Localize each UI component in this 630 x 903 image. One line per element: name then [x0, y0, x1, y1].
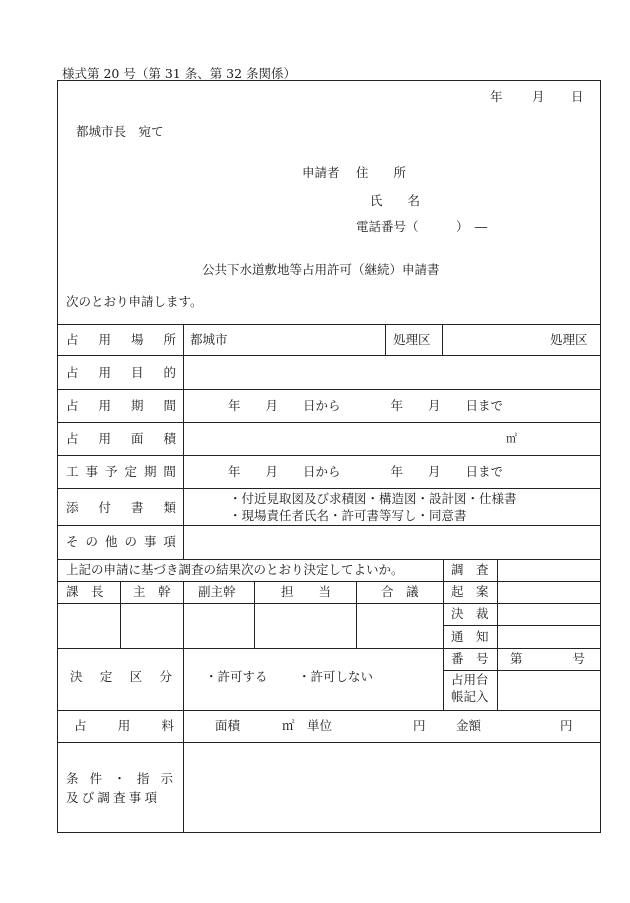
location-city: 都城市: [190, 332, 228, 347]
construction-value: 年 月 日から 年 月 日まで: [228, 464, 504, 479]
date-day: 日: [571, 89, 584, 104]
addressee: 都城市長 宛て: [76, 124, 164, 139]
section-chief-header: 課 長: [66, 584, 104, 599]
area-unit: ㎡: [506, 432, 517, 445]
applicant-address: 住 所: [356, 165, 407, 180]
approval-label: 決 裁: [451, 606, 489, 621]
fee-yen2: 円: [560, 718, 573, 733]
notice-label: 通 知: [451, 629, 489, 644]
district-suffix: 処理区: [550, 332, 588, 347]
decision-label: 決 定 区 分: [70, 669, 172, 684]
fee-label: 占 用 料: [74, 718, 174, 733]
conditions-line1: 条 件 ・ 指 示: [66, 771, 173, 786]
fee-unit: ㎡ 単位: [282, 718, 333, 733]
deny-option[interactable]: ・許可しない: [298, 669, 374, 684]
survey-label: 調 査: [451, 562, 489, 577]
period-label: 占 用 期 間: [66, 398, 176, 413]
fee-area: 面積: [215, 718, 241, 733]
number-value: 第 号: [510, 651, 586, 666]
form-title: 公共下水道敷地等占用許可（継続）申請書: [202, 262, 440, 277]
other-label: そ の 他 の 事 項: [66, 534, 176, 549]
conditions-line2: 及び調査事項: [66, 790, 161, 805]
purpose-label: 占 用 目 的: [66, 365, 176, 380]
ledger-line1: 占用台: [451, 672, 489, 687]
ledger-line2: 帳記入: [451, 689, 489, 704]
deputy-header: 副主幹: [198, 584, 236, 599]
date-month: 月: [532, 89, 545, 104]
applicant-label: 申請者: [302, 165, 340, 180]
form-number: 様式第 20 号（第 31 条、第 32 条関係）: [62, 66, 297, 81]
attachments-line1: ・付近見取図及び求積図・構造図・設計図・仕様書: [229, 491, 517, 506]
lead-text: 次のとおり申請します。: [66, 294, 203, 309]
staff-header: 担 当: [281, 584, 332, 599]
district-label: 処理区: [393, 332, 431, 347]
draft-label: 起 案: [451, 584, 489, 599]
fee-amount: 金額: [456, 718, 482, 733]
consult-header: 合 議: [381, 584, 419, 599]
period-value: 年 月 日から 年 月 日まで: [228, 398, 504, 413]
number-label: 番 号: [451, 651, 489, 666]
chief-header: 主 幹: [133, 584, 171, 599]
applicant-phone: 電話番号（ ） ―: [356, 219, 488, 234]
attachments-line2: ・現場責任者氏名・許可書等写し・同意書: [229, 508, 467, 523]
attachments-label: 添 付 書 類: [66, 500, 176, 515]
applicant-name: 氏 名: [370, 193, 421, 208]
construction-label: 工 事 予 定 期 間: [66, 464, 176, 479]
location-label: 占 用 場 所: [66, 332, 176, 347]
fee-yen1: 円: [413, 718, 426, 733]
date-year: 年: [490, 89, 503, 104]
area-label: 占 用 面 積: [66, 431, 176, 446]
permit-option[interactable]: ・許可する: [205, 669, 268, 684]
review-statement: 上記の申請に基づき調査の結果次のとおり決定してよいか。: [66, 562, 404, 577]
